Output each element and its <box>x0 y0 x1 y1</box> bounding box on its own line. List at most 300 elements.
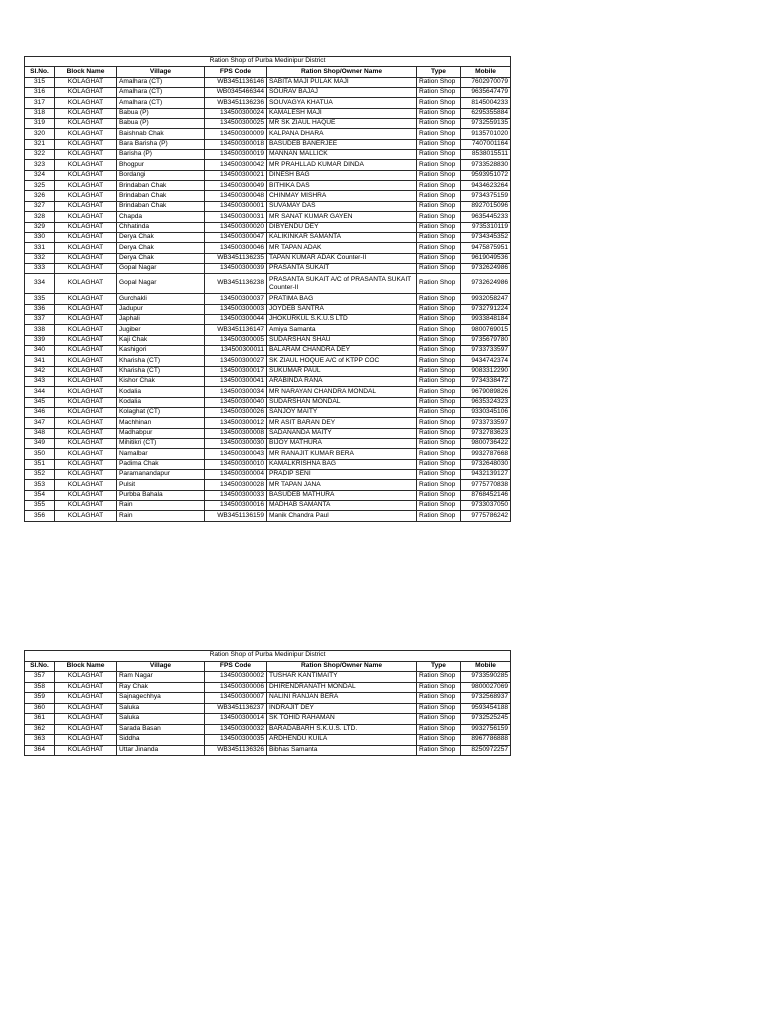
cell-type: Ration Shop <box>417 480 461 490</box>
cell-village: Kodalia <box>117 397 205 407</box>
table-row <box>25 459 511 469</box>
cell-fps-code: 134500300009 <box>205 129 267 139</box>
cell-mobile: 9733733597 <box>461 345 511 355</box>
cell-owner-name: PRATIMA BAG <box>267 294 417 304</box>
table-row <box>25 418 511 428</box>
cell-block-name: KOLAGHAT <box>55 88 117 98</box>
cell-owner-name: SUDARSHAN MONDAL <box>267 397 417 407</box>
cell-owner-name: SK ZIAUL HOQUE A/C of KTPP COC <box>267 356 417 366</box>
cell-fps-code: 134500300032 <box>205 724 267 735</box>
cell-type: Ration Shop <box>417 449 461 459</box>
cell-sl-no: 325 <box>25 181 55 191</box>
cell-village: Kodalia <box>117 387 205 397</box>
cell-owner-name: MR PRAHLLAD KUMAR DINDA <box>267 160 417 170</box>
cell-sl-no: 322 <box>25 150 55 160</box>
cell-village: Gurchakli <box>117 294 205 304</box>
cell-village: Derya Chak <box>117 232 205 242</box>
cell-owner-name: MANNAN MALLICK <box>267 150 417 160</box>
cell-sl-no: 352 <box>25 470 55 480</box>
cell-block-name: KOLAGHAT <box>55 263 117 273</box>
cell-block-name: KOLAGHAT <box>55 703 117 714</box>
cell-block-name: KOLAGHAT <box>55 119 117 129</box>
cell-village: Kharisha (CT) <box>117 356 205 366</box>
cell-village: Brindaban Chak <box>117 181 205 191</box>
cell-sl-no: 346 <box>25 408 55 418</box>
cell-type: Ration Shop <box>417 304 461 314</box>
cell-mobile: 9734375159 <box>461 191 511 201</box>
cell-block-name: KOLAGHAT <box>55 511 117 521</box>
cell-village: Mihitikri (CT) <box>117 439 205 449</box>
cell-mobile: 9735310119 <box>461 222 511 232</box>
cell-fps-code: 134500300008 <box>205 428 267 438</box>
cell-owner-name: MR TAPAN JANA <box>267 480 417 490</box>
header-village: Village <box>117 67 205 77</box>
cell-mobile: 9735679780 <box>461 335 511 345</box>
cell-fps-code: 134500300002 <box>205 672 267 683</box>
cell-village: Machhinan <box>117 418 205 428</box>
cell-sl-no: 344 <box>25 387 55 397</box>
cell-type: Ration Shop <box>417 314 461 324</box>
cell-sl-no: 362 <box>25 724 55 735</box>
cell-sl-no: 331 <box>25 243 55 253</box>
table-row <box>25 325 511 335</box>
cell-type: Ration Shop <box>417 263 461 273</box>
cell-sl-no: 348 <box>25 428 55 438</box>
cell-mobile: 9679089826 <box>461 387 511 397</box>
cell-block-name: KOLAGHAT <box>55 376 117 386</box>
header-type: Type <box>417 67 461 77</box>
cell-sl-no: 356 <box>25 511 55 521</box>
table-row <box>25 366 511 376</box>
table-row <box>25 88 511 98</box>
cell-block-name: KOLAGHAT <box>55 77 117 87</box>
header-mobile: Mobile <box>461 67 511 77</box>
cell-fps-code: WB3451136159 <box>205 511 267 521</box>
cell-type: Ration Shop <box>417 150 461 160</box>
cell-village: Babua (P) <box>117 119 205 129</box>
cell-type: Ration Shop <box>417 490 461 500</box>
cell-mobile: 9734338472 <box>461 376 511 386</box>
cell-village: Jugiber <box>117 325 205 335</box>
table-row <box>25 408 511 418</box>
table-row <box>25 263 511 273</box>
cell-sl-no: 326 <box>25 191 55 201</box>
cell-owner-name: MR NARAYAN CHANDRA MONDAL <box>267 387 417 397</box>
cell-type: Ration Shop <box>417 201 461 211</box>
cell-village: Rain <box>117 501 205 511</box>
cell-block-name: KOLAGHAT <box>55 501 117 511</box>
cell-village: Paramanandapur <box>117 470 205 480</box>
cell-village: Kharisha (CT) <box>117 366 205 376</box>
cell-mobile: 9732568937 <box>461 693 511 704</box>
cell-mobile: 9635324323 <box>461 397 511 407</box>
cell-sl-no: 354 <box>25 490 55 500</box>
cell-mobile: 9800736422 <box>461 439 511 449</box>
cell-mobile: 9635647479 <box>461 88 511 98</box>
cell-fps-code: 134500300018 <box>205 139 267 149</box>
cell-fps-code: 134500300042 <box>205 160 267 170</box>
cell-sl-no: 345 <box>25 397 55 407</box>
cell-mobile: 7602970079 <box>461 77 511 87</box>
cell-mobile: 8927015096 <box>461 201 511 211</box>
cell-type: Ration Shop <box>417 459 461 469</box>
cell-block-name: KOLAGHAT <box>55 274 117 294</box>
cell-owner-name: SABITA MAJI PULAK MAJI <box>267 77 417 87</box>
header-type: Type <box>417 661 461 672</box>
table-row <box>25 703 511 714</box>
table-row <box>25 119 511 129</box>
cell-mobile: 9135701020 <box>461 129 511 139</box>
cell-type: Ration Shop <box>417 397 461 407</box>
cell-mobile: 9432139127 <box>461 470 511 480</box>
cell-village: Saluka <box>117 714 205 725</box>
header-block-name: Block Name <box>55 67 117 77</box>
cell-village: Kishor Chak <box>117 376 205 386</box>
cell-village: Rain <box>117 511 205 521</box>
cell-mobile: 9593454188 <box>461 703 511 714</box>
cell-fps-code: 134500300010 <box>205 459 267 469</box>
header-fps-code: FPS Code <box>205 661 267 672</box>
cell-owner-name: SUKUMAR PAUL <box>267 366 417 376</box>
cell-sl-no: 319 <box>25 119 55 129</box>
cell-block-name: KOLAGHAT <box>55 735 117 746</box>
cell-village: Padima Chak <box>117 459 205 469</box>
table-row <box>25 387 511 397</box>
cell-owner-name: PRASANTA SUKAIT <box>267 263 417 273</box>
table-row <box>25 428 511 438</box>
cell-type: Ration Shop <box>417 428 461 438</box>
cell-mobile: 9732648030 <box>461 459 511 469</box>
table-title: Ration Shop of Purba Medinipur District <box>25 57 511 67</box>
cell-mobile: 9732559135 <box>461 119 511 129</box>
cell-mobile: 9593951072 <box>461 170 511 180</box>
cell-mobile: 9330345106 <box>461 408 511 418</box>
cell-block-name: KOLAGHAT <box>55 387 117 397</box>
cell-sl-no: 339 <box>25 335 55 345</box>
table-row <box>25 714 511 725</box>
cell-owner-name: BITHIKA DAS <box>267 181 417 191</box>
table-row <box>25 253 511 263</box>
cell-mobile: 6295355884 <box>461 108 511 118</box>
table-row <box>25 439 511 449</box>
cell-block-name: KOLAGHAT <box>55 150 117 160</box>
cell-fps-code: 134500300046 <box>205 243 267 253</box>
cell-sl-no: 350 <box>25 449 55 459</box>
cell-owner-name: SUVAMAY DAS <box>267 201 417 211</box>
cell-sl-no: 340 <box>25 345 55 355</box>
cell-village: Amalhara (CT) <box>117 88 205 98</box>
cell-block-name: KOLAGHAT <box>55 325 117 335</box>
cell-block-name: KOLAGHAT <box>55 459 117 469</box>
cell-mobile: 9434623264 <box>461 181 511 191</box>
cell-fps-code: 134500300030 <box>205 439 267 449</box>
cell-village: Barisha (P) <box>117 150 205 160</box>
cell-type: Ration Shop <box>417 98 461 108</box>
cell-sl-no: 357 <box>25 672 55 683</box>
cell-block-name: KOLAGHAT <box>55 253 117 263</box>
cell-mobile: 9434742374 <box>461 356 511 366</box>
cell-fps-code: 134500300040 <box>205 397 267 407</box>
cell-fps-code: 134500300025 <box>205 119 267 129</box>
table-row <box>25 160 511 170</box>
header-mobile: Mobile <box>461 661 511 672</box>
cell-owner-name: INDRAJIT DEY <box>267 703 417 714</box>
table-title: Ration Shop of Purba Medinipur District <box>25 651 511 662</box>
cell-mobile: 8250972257 <box>461 745 511 756</box>
table-row <box>25 314 511 324</box>
cell-type: Ration Shop <box>417 274 461 294</box>
cell-mobile: 9732624986 <box>461 274 511 294</box>
cell-sl-no: 329 <box>25 222 55 232</box>
cell-type: Ration Shop <box>417 511 461 521</box>
cell-owner-name: BALARAM CHANDRA DEY <box>267 345 417 355</box>
table-row <box>25 745 511 756</box>
cell-sl-no: 359 <box>25 693 55 704</box>
cell-village: Namalbar <box>117 449 205 459</box>
cell-owner-name: MADHAB SAMANTA <box>267 501 417 511</box>
cell-sl-no: 364 <box>25 745 55 756</box>
cell-block-name: KOLAGHAT <box>55 160 117 170</box>
table-row <box>25 170 511 180</box>
cell-type: Ration Shop <box>417 735 461 746</box>
header-fps-code: FPS Code <box>205 67 267 77</box>
cell-village: Babua (P) <box>117 108 205 118</box>
cell-mobile: 9732791224 <box>461 304 511 314</box>
cell-fps-code: 134500300003 <box>205 304 267 314</box>
cell-block-name: KOLAGHAT <box>55 98 117 108</box>
cell-owner-name: SOURAV BAJAJ <box>267 88 417 98</box>
cell-fps-code: 134500300020 <box>205 222 267 232</box>
cell-sl-no: 324 <box>25 170 55 180</box>
cell-village: Saluka <box>117 703 205 714</box>
cell-fps-code: WB0345466344 <box>205 88 267 98</box>
cell-fps-code: 134500300039 <box>205 263 267 273</box>
cell-block-name: KOLAGHAT <box>55 345 117 355</box>
cell-block-name: KOLAGHAT <box>55 243 117 253</box>
cell-sl-no: 338 <box>25 325 55 335</box>
cell-block-name: KOLAGHAT <box>55 693 117 704</box>
cell-sl-no: 328 <box>25 212 55 222</box>
cell-type: Ration Shop <box>417 325 461 335</box>
cell-type: Ration Shop <box>417 77 461 87</box>
cell-sl-no: 336 <box>25 304 55 314</box>
cell-sl-no: 315 <box>25 77 55 87</box>
cell-village: Sarada Basan <box>117 724 205 735</box>
cell-type: Ration Shop <box>417 139 461 149</box>
cell-mobile: 7407001164 <box>461 139 511 149</box>
cell-mobile: 9800769015 <box>461 325 511 335</box>
cell-village: Jadupur <box>117 304 205 314</box>
cell-mobile: 8145004233 <box>461 98 511 108</box>
cell-mobile: 9083312290 <box>461 366 511 376</box>
table-row <box>25 490 511 500</box>
cell-block-name: KOLAGHAT <box>55 108 117 118</box>
cell-sl-no: 349 <box>25 439 55 449</box>
cell-type: Ration Shop <box>417 501 461 511</box>
cell-village: Brindaban Chak <box>117 201 205 211</box>
header-sl-no: Sl.No. <box>25 661 55 672</box>
table-row <box>25 672 511 683</box>
cell-block-name: KOLAGHAT <box>55 191 117 201</box>
cell-village: Derya Chak <box>117 243 205 253</box>
cell-fps-code: 134500300033 <box>205 490 267 500</box>
cell-mobile: 9732783623 <box>461 428 511 438</box>
cell-village: Kashigori <box>117 345 205 355</box>
cell-owner-name: BASUDEB MATHURA <box>267 490 417 500</box>
table-row <box>25 191 511 201</box>
cell-village: Ram Nagar <box>117 672 205 683</box>
cell-owner-name: Bibhas Samanta <box>267 745 417 756</box>
table-row <box>25 274 511 294</box>
ration-shop-table-1 <box>24 56 511 522</box>
cell-type: Ration Shop <box>417 222 461 232</box>
cell-type: Ration Shop <box>417 108 461 118</box>
cell-village: Amalhara (CT) <box>117 77 205 87</box>
cell-block-name: KOLAGHAT <box>55 129 117 139</box>
cell-village: Bordangi <box>117 170 205 180</box>
ration-shop-table-2 <box>24 650 511 756</box>
cell-village: Amalhara (CT) <box>117 98 205 108</box>
cell-type: Ration Shop <box>417 703 461 714</box>
cell-owner-name: DHIRENDRANATH MONDAL <box>267 682 417 693</box>
cell-fps-code: WB3451136235 <box>205 253 267 263</box>
cell-block-name: KOLAGHAT <box>55 490 117 500</box>
cell-fps-code: 134500300028 <box>205 480 267 490</box>
cell-type: Ration Shop <box>417 693 461 704</box>
cell-sl-no: 316 <box>25 88 55 98</box>
cell-type: Ration Shop <box>417 418 461 428</box>
cell-mobile: 9932756159 <box>461 724 511 735</box>
table-row <box>25 201 511 211</box>
cell-fps-code: 134500300004 <box>205 470 267 480</box>
cell-block-name: KOLAGHAT <box>55 232 117 242</box>
cell-owner-name: SADANANDA MAITY <box>267 428 417 438</box>
cell-village: Bhogpur <box>117 160 205 170</box>
table-row <box>25 449 511 459</box>
cell-sl-no: 355 <box>25 501 55 511</box>
cell-mobile: 8768452146 <box>461 490 511 500</box>
table-row <box>25 480 511 490</box>
cell-block-name: KOLAGHAT <box>55 314 117 324</box>
header-village: Village <box>117 661 205 672</box>
cell-sl-no: 363 <box>25 735 55 746</box>
cell-fps-code: WB3451136237 <box>205 703 267 714</box>
cell-mobile: 8967786888 <box>461 735 511 746</box>
cell-owner-name: ARDHENDU KUILA <box>267 735 417 746</box>
table-row <box>25 232 511 242</box>
cell-type: Ration Shop <box>417 160 461 170</box>
cell-fps-code: 134500300007 <box>205 693 267 704</box>
cell-village: Chhatinda <box>117 222 205 232</box>
table-row <box>25 735 511 746</box>
cell-sl-no: 337 <box>25 314 55 324</box>
cell-mobile: 9475875951 <box>461 243 511 253</box>
cell-fps-code: 134500300019 <box>205 150 267 160</box>
cell-owner-name: MR RANAJIT KUMAR BERA <box>267 449 417 459</box>
cell-owner-name: DIBYENDU DEY <box>267 222 417 232</box>
cell-fps-code: 134500300043 <box>205 449 267 459</box>
header-sl-no: Sl.No. <box>25 67 55 77</box>
cell-sl-no: 335 <box>25 294 55 304</box>
cell-fps-code: 134500300017 <box>205 366 267 376</box>
table-row <box>25 335 511 345</box>
cell-type: Ration Shop <box>417 366 461 376</box>
cell-mobile: 9932787668 <box>461 449 511 459</box>
table-row <box>25 222 511 232</box>
cell-owner-name: BARADABARH S.K.U.S. LTD. <box>267 724 417 735</box>
cell-fps-code: 134500300049 <box>205 181 267 191</box>
cell-type: Ration Shop <box>417 191 461 201</box>
cell-owner-name: JHOKURKUL S.K.U.S LTD <box>267 314 417 324</box>
cell-fps-code: 134500300014 <box>205 714 267 725</box>
table-row <box>25 139 511 149</box>
cell-fps-code: 134500300027 <box>205 356 267 366</box>
cell-fps-code: 134500300011 <box>205 345 267 355</box>
cell-owner-name: KALIKINKAR SAMANTA <box>267 232 417 242</box>
header-block-name: Block Name <box>55 661 117 672</box>
cell-owner-name: DINESH BAG <box>267 170 417 180</box>
cell-sl-no: 323 <box>25 160 55 170</box>
cell-type: Ration Shop <box>417 376 461 386</box>
cell-sl-no: 360 <box>25 703 55 714</box>
table-row <box>25 345 511 355</box>
table-row <box>25 397 511 407</box>
cell-mobile: 9732525245 <box>461 714 511 725</box>
cell-mobile: 9619049536 <box>461 253 511 263</box>
table-row <box>25 304 511 314</box>
cell-block-name: KOLAGHAT <box>55 212 117 222</box>
cell-block-name: KOLAGHAT <box>55 480 117 490</box>
cell-block-name: KOLAGHAT <box>55 222 117 232</box>
cell-fps-code: 134500300035 <box>205 735 267 746</box>
cell-fps-code: 134500300041 <box>205 376 267 386</box>
cell-owner-name: TAPAN KUMAR ADAK Counter-II <box>267 253 417 263</box>
cell-type: Ration Shop <box>417 212 461 222</box>
table-row <box>25 682 511 693</box>
cell-sl-no: 361 <box>25 714 55 725</box>
table-row <box>25 243 511 253</box>
table-header-row <box>25 661 511 672</box>
cell-block-name: KOLAGHAT <box>55 724 117 735</box>
cell-village: Kaji Chak <box>117 335 205 345</box>
cell-type: Ration Shop <box>417 745 461 756</box>
cell-owner-name: ARABINDA RANA <box>267 376 417 386</box>
cell-fps-code: 134500300021 <box>205 170 267 180</box>
cell-type: Ration Shop <box>417 88 461 98</box>
cell-type: Ration Shop <box>417 170 461 180</box>
cell-sl-no: 327 <box>25 201 55 211</box>
cell-sl-no: 347 <box>25 418 55 428</box>
cell-block-name: KOLAGHAT <box>55 170 117 180</box>
cell-type: Ration Shop <box>417 335 461 345</box>
cell-mobile: 9933848184 <box>461 314 511 324</box>
table-title-row <box>25 57 511 67</box>
cell-village: Kolaghat (CT) <box>117 408 205 418</box>
cell-fps-code: WB3451136146 <box>205 77 267 87</box>
cell-owner-name: PRADIP SENI <box>267 470 417 480</box>
cell-mobile: 9734345352 <box>461 232 511 242</box>
cell-owner-name: KAMALKRISHNA BAG <box>267 459 417 469</box>
cell-sl-no: 332 <box>25 253 55 263</box>
cell-type: Ration Shop <box>417 672 461 683</box>
cell-block-name: KOLAGHAT <box>55 294 117 304</box>
table-row <box>25 77 511 87</box>
cell-village: Gopal Nagar <box>117 263 205 273</box>
cell-sl-no: 358 <box>25 682 55 693</box>
cell-owner-name: JOYDEB SANTRA <box>267 304 417 314</box>
cell-fps-code: WB3451136147 <box>205 325 267 335</box>
table-row <box>25 693 511 704</box>
